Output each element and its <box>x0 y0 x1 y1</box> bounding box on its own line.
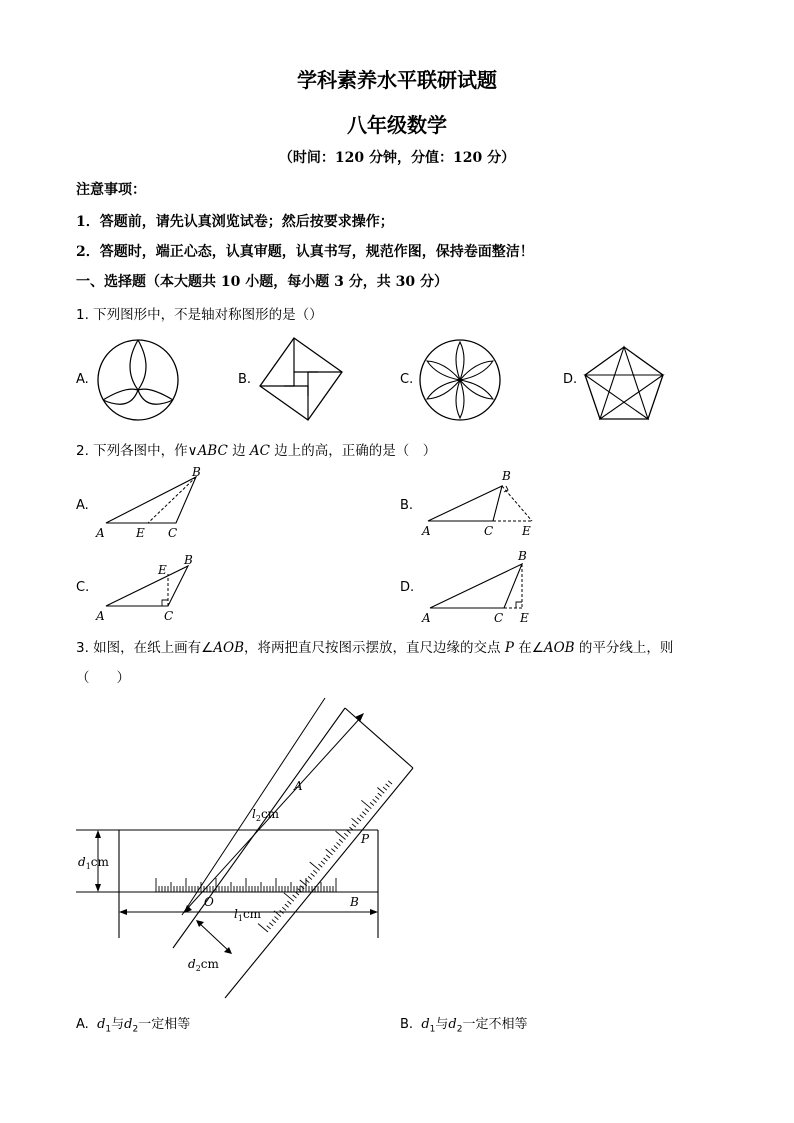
q2d-label-c: C <box>494 611 504 625</box>
q2a-label-b: B <box>192 465 201 479</box>
q1-option-d-label: D. <box>563 372 578 387</box>
q2b-label-e: E <box>522 524 531 538</box>
q3-option-b: B. $d_1$与$d_2$一定不相等 <box>400 1017 528 1035</box>
q2-option-c-label: C. <box>76 580 90 595</box>
q2d-label-e: E <box>520 611 529 625</box>
q2a-label-e: E <box>136 526 145 540</box>
q2a-label-c: C <box>168 526 178 540</box>
q1-option-a-label: A. <box>76 372 89 387</box>
q1-option-c-label: C. <box>400 372 414 387</box>
notice-heading: 注意事项： <box>76 182 146 198</box>
q3-label-d1: $d_1cm$ <box>78 855 109 871</box>
q3-label-a: A <box>294 779 303 793</box>
q2-option-a-label: A. <box>76 498 89 513</box>
q2c-label-e: E <box>158 563 167 577</box>
q3-label-p: P <box>361 832 370 846</box>
q3-stem-line2: （ ） <box>76 670 130 686</box>
q2c-label-a: A <box>96 609 105 623</box>
q2-option-d-label: D. <box>400 580 415 595</box>
notice-item-1: 1．答题前，请先认真浏览试卷；然后按要求操作； <box>76 214 394 230</box>
q3-label-l2: $l_2cm$ <box>252 807 280 823</box>
section-heading: 一、选择题（本大题共 10 小题，每小题 3 分，共 30 分） <box>76 274 448 290</box>
exam-subtitle: 八年级数学 <box>347 113 447 137</box>
q2b-label-b: B <box>502 469 511 483</box>
q2-option-b-label: B. <box>400 498 414 513</box>
q3-label-b: B <box>350 895 359 909</box>
notice-item-2: 2．答题时，端正心态，认真审题，认真书写，规范作图，保持卷面整洁！ <box>76 244 534 260</box>
q3-label-l1: $l_1cm$ <box>234 907 262 923</box>
q2b-label-a: A <box>422 524 431 538</box>
q2c-label-b: B <box>184 553 193 567</box>
q2d-label-a: A <box>422 611 431 625</box>
q3-label-o: O <box>204 895 214 909</box>
q2d-label-b: B <box>518 549 527 563</box>
q2-stem: 2. 下列各图中，作∨ABC 边 AC 边上的高，正确的是（ ） <box>76 443 437 459</box>
q2c-label-c: C <box>164 609 174 623</box>
q3-label-d2: $d_2cm$ <box>188 957 219 973</box>
q2a-label-a: A <box>96 526 105 540</box>
q1-stem: 1. 下列图形中，不是轴对称图形的是（） <box>76 307 323 323</box>
exam-title: 学科素养水平联研试题 <box>297 68 497 92</box>
q3-option-a: A. $d_1$与$d_2$一定相等 <box>76 1017 191 1035</box>
exam-meta: （时间：120 分钟，分值：120 分） <box>278 150 516 166</box>
q1-option-b-label: B. <box>238 372 252 387</box>
q3-stem: 3. 如图，在纸上画有∠AOB，将两把直尺按图示摆放，直尺边缘的交点 P 在∠AOB 的平分线上，则 <box>76 640 674 656</box>
q2b-label-c: C <box>484 524 494 538</box>
